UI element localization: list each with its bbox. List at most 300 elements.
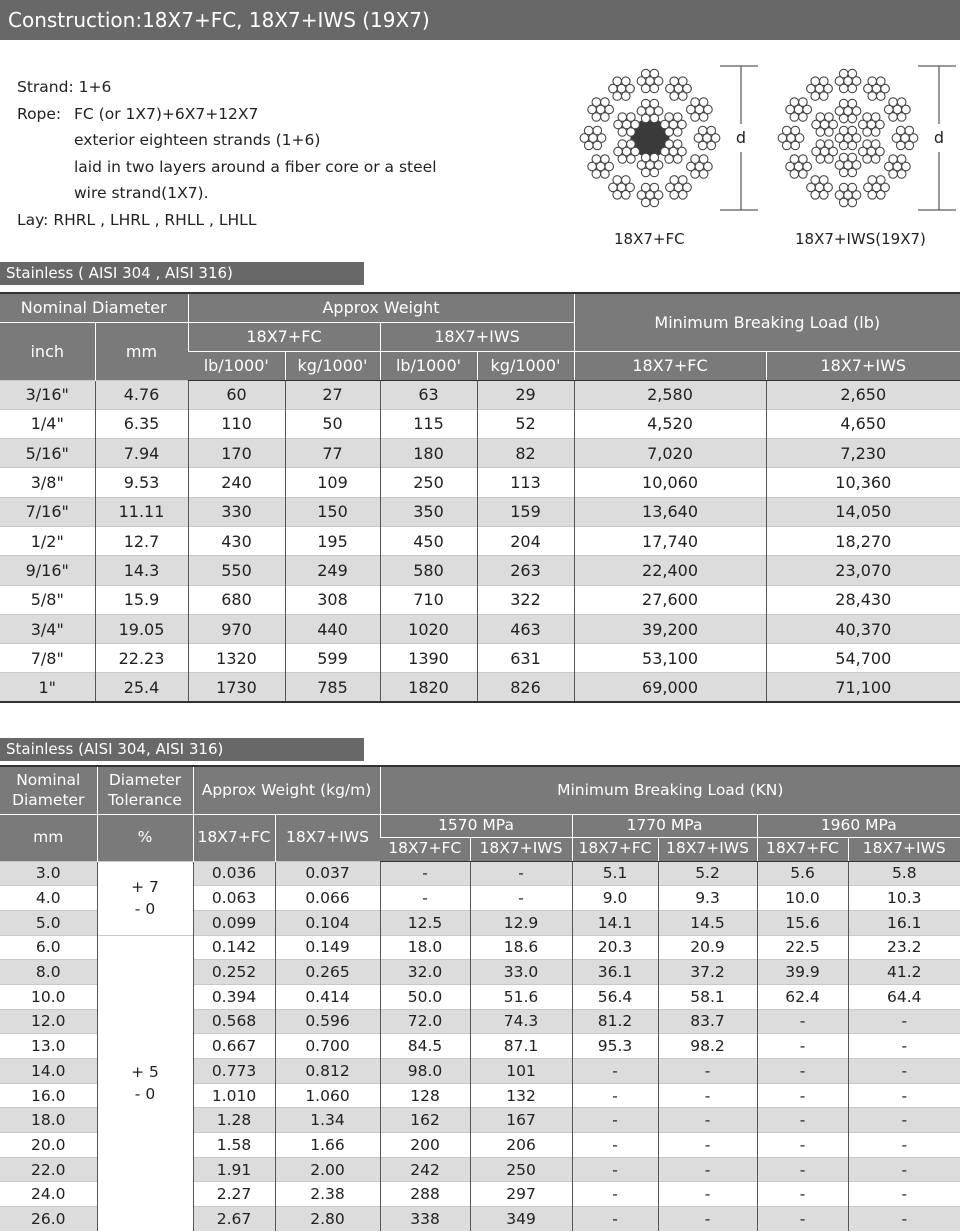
table-cell: 0.394 [193, 984, 275, 1009]
table-cell: - [572, 1182, 658, 1207]
rope-text-1: FC (or 1X7)+6X7+12X7 [74, 104, 259, 123]
table-cell: - [757, 1133, 848, 1158]
tolerance-minus: - 0 [134, 1085, 156, 1104]
table-cell: 8.0 [0, 960, 97, 985]
table-cell: 19.05 [95, 614, 188, 643]
strand [892, 126, 918, 149]
table-cell: 167 [470, 1108, 572, 1133]
rope-line [17, 101, 437, 128]
table-cell: 0.036 [193, 861, 275, 886]
table-cell: 2,580 [574, 380, 766, 409]
header-mbl-fc: 18X7+FC [574, 351, 766, 380]
table-cell: 53,100 [574, 644, 766, 673]
strand [864, 176, 890, 199]
table-cell: 0.667 [193, 1034, 275, 1059]
table-cell: 41.2 [848, 960, 960, 985]
table-cell: 18.6 [470, 935, 572, 960]
table-cell: 10,060 [574, 468, 766, 497]
strand [661, 140, 687, 163]
strand [859, 140, 885, 163]
header-weight-iws: 18X7+IWS [275, 814, 380, 861]
table-cell: 54,700 [766, 644, 960, 673]
table-cell: 200 [380, 1133, 470, 1158]
strand [580, 126, 606, 149]
table-cell: - [658, 1182, 757, 1207]
table-row [0, 673, 960, 702]
strand [835, 126, 861, 149]
table-row [0, 585, 960, 614]
table-cell: 0.414 [275, 984, 380, 1009]
table-cell: 2.80 [275, 1207, 380, 1232]
header-nominal-diameter: Nominal Diameter [0, 293, 188, 322]
table-cell: 22,400 [574, 556, 766, 585]
table-cell: 0.265 [275, 960, 380, 985]
table-cell: 1.34 [275, 1108, 380, 1133]
table-cell: 240 [188, 468, 285, 497]
table-cell: 0.104 [275, 910, 380, 935]
table-cell: 113 [477, 468, 574, 497]
construction-description [17, 74, 437, 234]
table-cell: - [572, 1108, 658, 1133]
strand [694, 126, 720, 149]
table-cell: 9.0 [572, 886, 658, 911]
table-cell: 7,230 [766, 439, 960, 468]
table-cell: 0.149 [275, 935, 380, 960]
strand [588, 98, 614, 121]
header-min-breaking-load: Minimum Breaking Load (KN) [380, 766, 960, 814]
table-row [0, 497, 960, 526]
strand [812, 113, 838, 136]
strand [637, 99, 663, 122]
table-cell: 0.568 [193, 1009, 275, 1034]
table-cell: 13.0 [0, 1034, 97, 1059]
table-cell: 23.2 [848, 935, 960, 960]
header-iws-kg: kg/1000' [477, 351, 574, 380]
strand [807, 77, 833, 100]
table-cell: 12.0 [0, 1009, 97, 1034]
strand [614, 140, 640, 163]
table-row [0, 526, 960, 555]
section-title-imperial: Stainless ( AISI 304 , AISI 316) [0, 262, 364, 285]
diameter-label: d [735, 128, 747, 147]
rope-text-3: laid in two layers around a fiber core or a steel [74, 157, 437, 176]
section-title-metric: Stainless (AISI 304, AISI 316) [0, 738, 364, 761]
table-cell: 1.28 [193, 1108, 275, 1133]
table-cell: 69,000 [574, 673, 766, 702]
table-cell: 785 [285, 673, 380, 702]
header-mm: mm [0, 814, 97, 861]
table-row [0, 614, 960, 643]
table-cell: - [757, 1108, 848, 1133]
table-cell: 15.6 [757, 910, 848, 935]
table-cell: 242 [380, 1157, 470, 1182]
table-cell: 631 [477, 644, 574, 673]
table-cell: 5.0 [0, 910, 97, 935]
strand [835, 153, 861, 176]
table-cell: 0.773 [193, 1059, 275, 1084]
header-1570-iws: 18X7+IWS [470, 837, 572, 861]
table-cell: 95.3 [572, 1034, 658, 1059]
table-cell: 98.2 [658, 1034, 757, 1059]
table-cell: 20.9 [658, 935, 757, 960]
header-1960-mpa: 1960 MPa [757, 814, 960, 837]
lay-line: Lay: RHRL , LHRL , RHLL , LHLL [17, 210, 257, 229]
table-cell: 14.3 [95, 556, 188, 585]
table-row [0, 380, 960, 409]
table-cell: - [572, 1083, 658, 1108]
table-cell: 1320 [188, 644, 285, 673]
table-cell: - [572, 1059, 658, 1084]
table-cell: 15.9 [95, 585, 188, 614]
tolerance-minus: - 0 [134, 900, 156, 919]
table-cell: 32.0 [380, 960, 470, 985]
strand [786, 155, 812, 178]
rope-text-2: exterior eighteen strands (1+6) [74, 131, 321, 150]
table-cell: 2.67 [193, 1207, 275, 1232]
table-cell: 550 [188, 556, 285, 585]
table-cell: 13,640 [574, 497, 766, 526]
strand [884, 98, 910, 121]
table-cell: 82 [477, 439, 574, 468]
table-cell: - [848, 1108, 960, 1133]
strand [661, 113, 687, 136]
table-cell: 36.1 [572, 960, 658, 985]
table-cell: 2,650 [766, 380, 960, 409]
table-cell: - [848, 1133, 960, 1158]
table-row [0, 439, 960, 468]
table-cell: 40,370 [766, 614, 960, 643]
table-cell: 52 [477, 409, 574, 438]
table-cell: 5.1 [572, 861, 658, 886]
table-cell: 322 [477, 585, 574, 614]
table-cell: 50.0 [380, 984, 470, 1009]
table-cell: 350 [380, 497, 477, 526]
table-cell: 162 [380, 1108, 470, 1133]
table-cell: 60 [188, 380, 285, 409]
strand [835, 69, 861, 92]
strand [686, 155, 712, 178]
header-percent: % [97, 814, 193, 861]
strand [859, 113, 885, 136]
table-cell: 10,360 [766, 468, 960, 497]
table-cell: 16.0 [0, 1083, 97, 1108]
table-cell: - [572, 1133, 658, 1158]
table-cell: 0.066 [275, 886, 380, 911]
table-cell: - [658, 1083, 757, 1108]
table-cell: 3/4" [0, 614, 95, 643]
table-cell: 680 [188, 585, 285, 614]
table-cell: 159 [477, 497, 574, 526]
header-mm: mm [95, 322, 188, 380]
header-nominal-diameter: Nominal Diameter [0, 766, 97, 814]
table-cell: 10.0 [0, 984, 97, 1009]
table-cell: 7,020 [574, 439, 766, 468]
table-row [0, 935, 960, 960]
strand [609, 176, 635, 199]
table-cell: 18.0 [0, 1108, 97, 1133]
table-cell: 1/2" [0, 526, 95, 555]
strand [864, 77, 890, 100]
rope-cross-section-fc [570, 58, 770, 218]
rope-cross-section-iws [768, 58, 960, 218]
table-cell: - [470, 861, 572, 886]
table-row [0, 556, 960, 585]
header-approx-weight: Approx Weight (kg/m) [193, 766, 380, 814]
table-cell: - [848, 1207, 960, 1232]
table-cell: 12.7 [95, 526, 188, 555]
table-cell: 297 [470, 1182, 572, 1207]
table-cell: - [380, 861, 470, 886]
table-cell: 18.0 [380, 935, 470, 960]
table-cell: 710 [380, 585, 477, 614]
table-cell: 24.0 [0, 1182, 97, 1207]
table-cell: 128 [380, 1083, 470, 1108]
table-cell: 0.099 [193, 910, 275, 935]
table-cell: 39.9 [757, 960, 848, 985]
header-min-breaking-load: Minimum Breaking Load (lb) [574, 293, 960, 351]
strand [807, 176, 833, 199]
table-cell: 1/4" [0, 409, 95, 438]
table-cell: - [658, 1207, 757, 1232]
table-row [0, 861, 960, 886]
table-row [0, 644, 960, 673]
table-cell: 74.3 [470, 1009, 572, 1034]
tolerance-plus: + 7 [131, 878, 159, 897]
strand [686, 98, 712, 121]
header-inch: inch [0, 322, 95, 380]
table-cell: 10.0 [757, 886, 848, 911]
diameter-label: d [933, 128, 945, 147]
table-cell: 33.0 [470, 960, 572, 985]
table-cell: - [757, 1157, 848, 1182]
table-cell: 58.1 [658, 984, 757, 1009]
table-cell: 5/16" [0, 439, 95, 468]
table-cell: 72.0 [380, 1009, 470, 1034]
table-cell: 450 [380, 526, 477, 555]
header-1770-fc: 18X7+FC [572, 837, 658, 861]
table-cell: 84.5 [380, 1034, 470, 1059]
table-cell: - [757, 1059, 848, 1084]
table-cell: 195 [285, 526, 380, 555]
table-cell: 0.252 [193, 960, 275, 985]
header-weight-fc: 18X7+FC [193, 814, 275, 861]
header-weight-fc: 18X7+FC [188, 322, 380, 351]
table-cell: 12.5 [380, 910, 470, 935]
strand [637, 69, 663, 92]
header-weight-iws: 18X7+IWS [380, 322, 574, 351]
table-cell: 150 [285, 497, 380, 526]
table-cell: 1820 [380, 673, 477, 702]
table-cell: 3.0 [0, 861, 97, 886]
table-cell: 39,200 [574, 614, 766, 643]
table-cell: 1730 [188, 673, 285, 702]
table-cell: 71,100 [766, 673, 960, 702]
header-1770-mpa: 1770 MPa [572, 814, 757, 837]
strand [637, 153, 663, 176]
table-cell: 22.5 [757, 935, 848, 960]
table-cell: 110 [188, 409, 285, 438]
table-cell: 826 [477, 673, 574, 702]
table-cell: 288 [380, 1182, 470, 1207]
table-cell: 63 [380, 380, 477, 409]
table-cell: 0.812 [275, 1059, 380, 1084]
strand [666, 77, 692, 100]
header-1570-fc: 18X7+FC [380, 837, 470, 861]
table-cell: 27 [285, 380, 380, 409]
table-cell: 132 [470, 1083, 572, 1108]
table-cell: 0.142 [193, 935, 275, 960]
table-cell: - [848, 1009, 960, 1034]
table-cell: 7.94 [95, 439, 188, 468]
table-cell: - [658, 1133, 757, 1158]
table-cell: 87.1 [470, 1034, 572, 1059]
table-cell: 22.23 [95, 644, 188, 673]
header-1960-iws: 18X7+IWS [848, 837, 960, 861]
table-cell: 37.2 [658, 960, 757, 985]
table-cell: - [848, 1182, 960, 1207]
table-cell: 4,650 [766, 409, 960, 438]
table-cell: 28,430 [766, 585, 960, 614]
table-cell: 62.4 [757, 984, 848, 1009]
table-cell: 3/16" [0, 380, 95, 409]
table-cell: - [757, 1083, 848, 1108]
table-cell: 3/8" [0, 468, 95, 497]
table-cell: 2.00 [275, 1157, 380, 1182]
header-iws-lb: lb/1000' [380, 351, 477, 380]
table-cell: - [848, 1157, 960, 1182]
table-cell: - [848, 1083, 960, 1108]
table-cell: 180 [380, 439, 477, 468]
table-cell: - [757, 1009, 848, 1034]
table-cell: 1.66 [275, 1133, 380, 1158]
table-cell: 51.6 [470, 984, 572, 1009]
table-cell: - [658, 1108, 757, 1133]
table-cell: - [380, 886, 470, 911]
table-cell: 338 [380, 1207, 470, 1232]
table-cell: 349 [470, 1207, 572, 1232]
table-cell: 98.0 [380, 1059, 470, 1084]
table-cell: 6.35 [95, 409, 188, 438]
table-cell: 6.0 [0, 935, 97, 960]
table-cell: 14.5 [658, 910, 757, 935]
table-cell: 11.11 [95, 497, 188, 526]
header-mbl-iws: 18X7+IWS [766, 351, 960, 380]
table-cell: 5/8" [0, 585, 95, 614]
table-cell: 0.596 [275, 1009, 380, 1034]
table-cell: 1" [0, 673, 95, 702]
table-cell: 83.7 [658, 1009, 757, 1034]
table-cell: 0.063 [193, 886, 275, 911]
table-cell: 29 [477, 380, 574, 409]
table-cell: 26.0 [0, 1207, 97, 1232]
table-cell: 9.3 [658, 886, 757, 911]
table-cell: 12.9 [470, 910, 572, 935]
table-cell: 0.700 [275, 1034, 380, 1059]
strand [609, 77, 635, 100]
table-row [0, 468, 960, 497]
table-cell: - [757, 1182, 848, 1207]
table-cell: 580 [380, 556, 477, 585]
table-cell: - [572, 1157, 658, 1182]
table-cell: - [848, 1059, 960, 1084]
fc-caption: 18X7+FC [614, 230, 685, 248]
strand [588, 155, 614, 178]
header-fc-kg: kg/1000' [285, 351, 380, 380]
table-cell: 14.1 [572, 910, 658, 935]
table-cell: 4,520 [574, 409, 766, 438]
table-cell: 1390 [380, 644, 477, 673]
table-cell: 170 [188, 439, 285, 468]
table-cell: 5.2 [658, 861, 757, 886]
tolerance-cell-small [97, 861, 193, 935]
iws-caption: 18X7+IWS(19X7) [795, 230, 926, 248]
table-cell: 249 [285, 556, 380, 585]
strand [835, 183, 861, 206]
table-cell: 0.037 [275, 861, 380, 886]
table-cell: 9/16" [0, 556, 95, 585]
table-cell: 308 [285, 585, 380, 614]
strand [812, 140, 838, 163]
table-cell: 463 [477, 614, 574, 643]
strand [884, 155, 910, 178]
table-cell: - [848, 1034, 960, 1059]
strand-line: Strand: 1+6 [17, 78, 112, 96]
tolerance-plus: + 5 [131, 1063, 159, 1082]
header-1570-mpa: 1570 MPa [380, 814, 572, 837]
header-1960-fc: 18X7+FC [757, 837, 848, 861]
strand [666, 176, 692, 199]
strand [637, 183, 663, 206]
table-cell: 64.4 [848, 984, 960, 1009]
table-cell: 50 [285, 409, 380, 438]
header-approx-weight: Approx Weight [188, 293, 574, 322]
table-cell: 2.38 [275, 1182, 380, 1207]
header-1770-iws: 18X7+IWS [658, 837, 757, 861]
table-cell: - [572, 1207, 658, 1232]
table-cell: 250 [470, 1157, 572, 1182]
table-cell: 206 [470, 1133, 572, 1158]
table-cell: 115 [380, 409, 477, 438]
imperial-spec-table [0, 292, 960, 703]
table-cell: 20.0 [0, 1133, 97, 1158]
table-row [0, 409, 960, 438]
header-fc-lb: lb/1000' [188, 351, 285, 380]
table-cell: 599 [285, 644, 380, 673]
table-cell: 18,270 [766, 526, 960, 555]
table-cell: 23,070 [766, 556, 960, 585]
table-cell: 20.3 [572, 935, 658, 960]
table-cell: - [470, 886, 572, 911]
table-cell: 250 [380, 468, 477, 497]
table-cell: 14,050 [766, 497, 960, 526]
table-cell: - [658, 1059, 757, 1084]
table-cell: 970 [188, 614, 285, 643]
table-cell: 330 [188, 497, 285, 526]
page-title: Construction:18X7+FC, 18X7+IWS (19X7) [0, 0, 960, 40]
table-cell: 1020 [380, 614, 477, 643]
table-cell: 1.91 [193, 1157, 275, 1182]
table-cell: 5.6 [757, 861, 848, 886]
table-cell: 1.58 [193, 1133, 275, 1158]
table-cell: 2.27 [193, 1182, 275, 1207]
table-cell: 1.060 [275, 1083, 380, 1108]
table-cell: 17,740 [574, 526, 766, 555]
table-cell: 9.53 [95, 468, 188, 497]
table-cell: 4.76 [95, 380, 188, 409]
table-cell: 204 [477, 526, 574, 555]
table-cell: 27,600 [574, 585, 766, 614]
rope-label: Rope: [17, 104, 62, 123]
